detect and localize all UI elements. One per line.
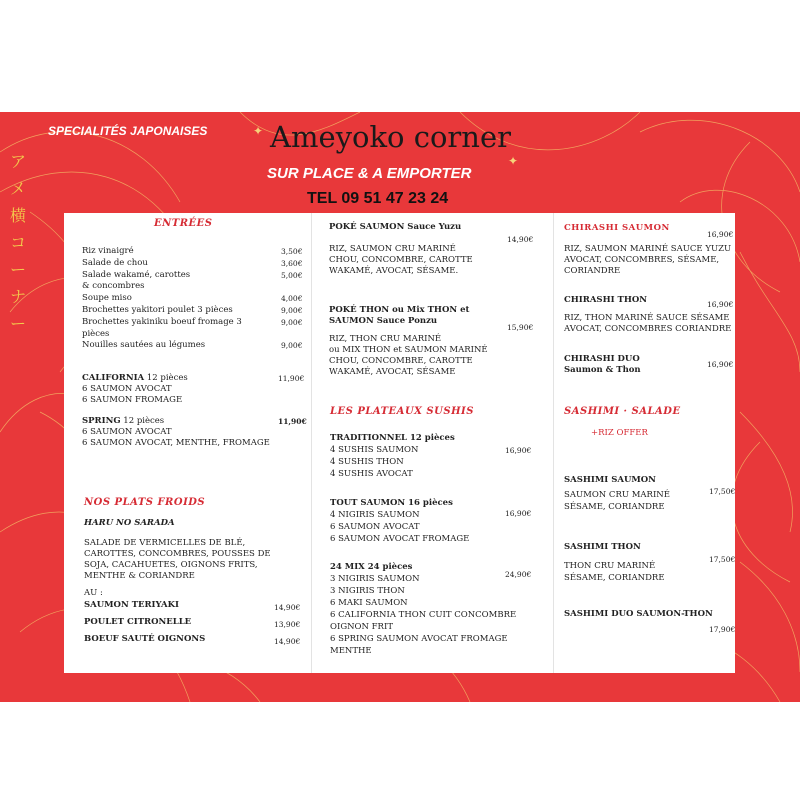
poke-thon-price: 15,90€ (507, 323, 534, 332)
plateau-line: 6 SAUMON AVOCAT FROMAGE (330, 534, 470, 544)
plateau-price: 16,90€ (505, 509, 532, 518)
entree-name: Riz vinaigré (82, 246, 134, 256)
plateau-title: 24 MIX 24 pièces (330, 562, 413, 572)
california-line: 6 SAUMON AVOCAT (82, 384, 172, 394)
riz-offer: +RIZ OFFER (591, 428, 648, 438)
chirashi-thon-desc: AVOCAT, CONCOMBRES CORIANDRE (564, 324, 732, 334)
plateaux-title: LES PLATEAUX SUSHIS (330, 406, 474, 417)
plateau-line: 6 SAUMON AVOCAT (330, 522, 420, 532)
haru-title: HARU NO SARADA (84, 518, 175, 528)
plat-price: 13,90€ (274, 620, 301, 629)
sashimi-price: 17,50€ (709, 487, 736, 496)
poke-saumon-title: POKÉ SAUMON Sauce Yuzu (329, 222, 462, 232)
chirashi-duo-sub: Saumon & Thon (564, 365, 641, 375)
plateau-line: 4 NIGIRIS SAUMON (330, 510, 420, 520)
middle-column (312, 213, 553, 673)
plats-title: NOS PLATS FROIDS (84, 497, 206, 508)
plateau-line: 4 SUSHIS SAUMON (330, 445, 419, 455)
plat-price: 14,90€ (274, 637, 301, 646)
chirashi-desc-line: AVOCAT, CONCOMBRES, SÉSAME, (564, 255, 720, 265)
chirashi-duo-price: 16,90€ (707, 360, 734, 369)
entree-name: Nouilles sautées au légumes (82, 340, 206, 351)
sashimi-name: SASHIMI THON (564, 542, 641, 552)
chirashi-desc-line: CORIANDRE (564, 266, 621, 276)
right-column (554, 213, 735, 673)
brand-title: Ameyoko corner (270, 120, 511, 154)
haru-desc-line: MENTHE & CORIANDRE (84, 571, 195, 581)
entree-price: 5,00€ (281, 270, 303, 280)
spring-price: 11,90€ (278, 417, 307, 426)
california-line: 6 SAUMON FROMAGE (82, 395, 183, 405)
spring-line: 6 SAUMON AVOCAT (82, 427, 172, 437)
japanese-name: ア メ 横 コ ー ナ ー (9, 152, 26, 333)
service-label: SUR PLACE & A EMPORTER (267, 165, 472, 182)
entree-name: pièces (82, 328, 110, 339)
chirashi-saumon-price: 16,90€ (707, 230, 734, 239)
entree-name: Salade de chou (82, 257, 148, 268)
sashimi-price: 17,90€ (709, 625, 736, 634)
chirashi-saumon-title: CHIRASHI SAUMON (564, 223, 670, 233)
entrees-title: ENTRÉES (154, 218, 213, 229)
sashimi-name: SASHIMI DUO SAUMON-THON (564, 609, 713, 619)
entree-price: 9,00€ (281, 341, 303, 351)
sashimi-title: SASHIMI · SALADE (564, 406, 681, 417)
sashimi-name: SASHIMI SAUMON (564, 475, 656, 485)
entree-name: Salade wakamé, carottes (82, 269, 191, 280)
poke-saumon-price: 14,90€ (507, 235, 534, 244)
entree-price: 9,00€ (281, 317, 303, 327)
plat-price: 14,90€ (274, 603, 301, 612)
sashimi-line: SÉSAME, CORIANDRE (564, 502, 665, 512)
entree-price: 9,00€ (281, 306, 303, 315)
california-price: 11,90€ (278, 374, 305, 383)
plateau-price: 16,90€ (505, 446, 532, 455)
sparkle-icon: ✦ (508, 154, 519, 168)
plateau-line: MENTHE (330, 646, 372, 656)
poke-thon-title: SAUMON Sauce Ponzu (329, 316, 438, 326)
sparkle-icon: ✦ (253, 124, 264, 138)
plateau-title: TRADITIONNEL 12 pièces (330, 433, 455, 443)
haru-desc-line: SOJA, CACAHUETES, OIGNONS FRITS, (84, 560, 258, 570)
entree-price: 3,60€ (281, 258, 303, 268)
plat-name: BOEUF SAUTÉ OIGNONS (84, 634, 206, 644)
sashimi-line: SAUMON CRU MARINÉ (564, 490, 670, 500)
phone-number: TEL 09 51 47 23 24 (307, 190, 449, 207)
entree-name: Brochettes yakiniku boeuf fromage 3 (82, 316, 242, 327)
plateau-line: 6 MAKI SAUMON (330, 598, 408, 608)
plateau-title: TOUT SAUMON 16 pièces (330, 498, 453, 508)
menu-card (64, 213, 735, 673)
haru-desc-line: CAROTTES, CONCOMBRES, POUSSES DE (84, 549, 271, 559)
plateau-line: 6 SPRING SAUMON AVOCAT FROMAGE (330, 634, 508, 644)
poke-desc-line: WAKAMÉ, AVOCAT, SÉSAME (329, 367, 456, 377)
chirashi-duo-title: CHIRASHI DUO (564, 354, 640, 364)
plat-name: POULET CITRONELLE (84, 617, 192, 627)
au-label: AU : (84, 588, 103, 598)
plat-name: SAUMON TERIYAKI (84, 600, 180, 610)
left-column (64, 213, 311, 673)
poke-desc-line: ou MIX THON et SAUMON MARINÉ (329, 345, 488, 355)
plateau-line: 3 NIGIRIS SAUMON (330, 574, 420, 584)
plateau-line: 4 SUSHIS AVOCAT (330, 469, 413, 479)
haru-desc-line: SALADE DE VERMICELLES DE BLÉ, (84, 538, 246, 548)
california-title: CALIFORNIA 12 pièces (82, 373, 188, 383)
poke-desc-line: CHOU, CONCOMBRE, CAROTTE (329, 255, 473, 265)
plateau-price: 24,90€ (505, 570, 532, 579)
specialites-label: SPECIALITÉS JAPONAISES (48, 124, 208, 138)
chirashi-thon-title: CHIRASHI THON (564, 295, 648, 305)
entree-price: 4,00€ (281, 294, 303, 304)
plateau-line: 3 NIGIRIS THON (330, 586, 405, 596)
plateau-line: 6 CALIFORNIA THON CUIT CONCOMBRE (330, 610, 517, 620)
plateau-line: OIGNON FRIT (330, 622, 393, 632)
chirashi-desc-line: RIZ, SAUMON MARINÉ SAUCE YUZU (564, 244, 732, 254)
entree-name: Soupe miso (82, 293, 132, 304)
poke-desc-line: WAKAMÉ, AVOCAT, SÉSAME. (329, 266, 459, 276)
poke-thon-title: POKÉ THON ou Mix THON et (329, 305, 470, 315)
sashimi-price: 17,50€ (709, 555, 736, 564)
spring-line: 6 SAUMON AVOCAT, MENTHE, FROMAGE (82, 438, 270, 448)
entree-price: 3,50€ (281, 247, 303, 256)
chirashi-thon-price: 16,90€ (707, 300, 734, 309)
sashimi-line: THON CRU MARINÉ (564, 561, 656, 571)
entree-name: & concombres (82, 281, 145, 292)
sashimi-line: SÉSAME, CORIANDRE (564, 573, 665, 583)
plateau-line: 4 SUSHIS THON (330, 457, 404, 467)
entree-name: Brochettes yakitori poulet 3 pièces (82, 305, 233, 315)
chirashi-thon-desc: RIZ, THON MARINÉ SAUCE SÉSAME (564, 313, 730, 323)
poke-desc-line: RIZ, THON CRU MARINÉ (329, 334, 442, 344)
spring-title: SPRING 12 pièces (82, 416, 165, 426)
poke-desc-line: RIZ, SAUMON CRU MARINÉ (329, 244, 456, 254)
poke-desc-line: CHOU, CONCOMBRE, CAROTTE (329, 356, 473, 366)
